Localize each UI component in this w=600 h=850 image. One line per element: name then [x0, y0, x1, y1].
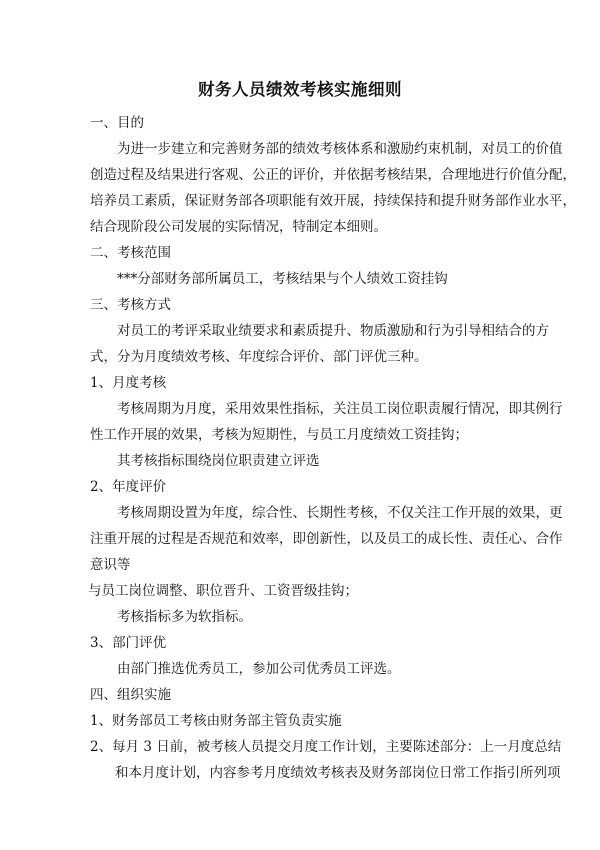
section-heading-implementation: 四、组织实施: [90, 687, 171, 703]
paragraph-line: 注重开展的过程是否规范和效率，即创新性，以及员工的成长性、责任心、合作: [90, 531, 563, 547]
subsection-heading-annual: 2、年度评价: [90, 479, 167, 495]
paragraph-line: 培养员工素质，保证财务部各项职能有效开展，持续保持和提升财务部作业水平，: [90, 193, 576, 209]
paragraph-line: 由部门推选优秀员工，参加公司优秀员工评选。: [117, 661, 401, 677]
paragraph-line: 其考核指标围绕岗位职责建立评选: [117, 453, 320, 469]
section-heading-method: 三、考核方式: [90, 297, 171, 313]
subsection-heading-monthly: 1、月度考核: [90, 375, 167, 391]
subsection-heading-excellence: 3、部门评优: [90, 635, 167, 651]
paragraph-line: 性工作开展的效果，考核为短期性，与员工月度绩效工资挂钩；: [90, 427, 468, 443]
section-heading-purpose: 一、目的: [90, 115, 144, 131]
paragraph-line: 考核周期为月度，采用效果性指标，关注员工岗位职责履行情况，即其例行: [117, 401, 563, 417]
paragraph-line: 结合现阶段公司发展的实际情况，特制定本细则。: [90, 219, 387, 235]
paragraph-line: 与员工岗位调整、职位晋升、工资晋级挂钩；: [88, 583, 358, 599]
paragraph-line: 式，分为月度绩效考核、年度综合评价、部门评优三种。: [90, 349, 428, 365]
paragraph-line: 创造过程及结果进行客观、公正的评价，并依据考核结果，合理地进行价值分配，: [90, 167, 576, 183]
paragraph-line: 为进一步建立和完善财务部的绩效考核体系和激励约束机制，对员工的价值: [117, 141, 563, 157]
paragraph-line: 1、财务部员工考核由财务部主管负责实施: [90, 713, 342, 729]
section-heading-scope: 二、考核范围: [90, 245, 171, 261]
paragraph-line: ***分部财务部所属员工，考核结果与个人绩效工资挂钩: [117, 271, 448, 287]
paragraph-line: 意识等: [90, 557, 131, 573]
paragraph-line: 对员工的考评采取业绩要求和素质提升、物质激励和行为引导相结合的方: [117, 323, 549, 339]
paragraph-line: 和本月度计划，内容参考月度绩效考核表及财务部岗位日常工作指引所列项: [115, 765, 561, 781]
paragraph-line: 考核指标多为软指标。: [117, 609, 252, 625]
document-title: 财务人员绩效考核实施细则: [198, 80, 402, 99]
paragraph-line: 2、每月 3 日前，被考核人员提交月度工作计划，主要陈述部分：上一月度总结: [90, 739, 562, 755]
paragraph-line: 考核周期设置为年度，综合性、长期性考核，不仅关注工作开展的效果，更: [117, 505, 563, 521]
